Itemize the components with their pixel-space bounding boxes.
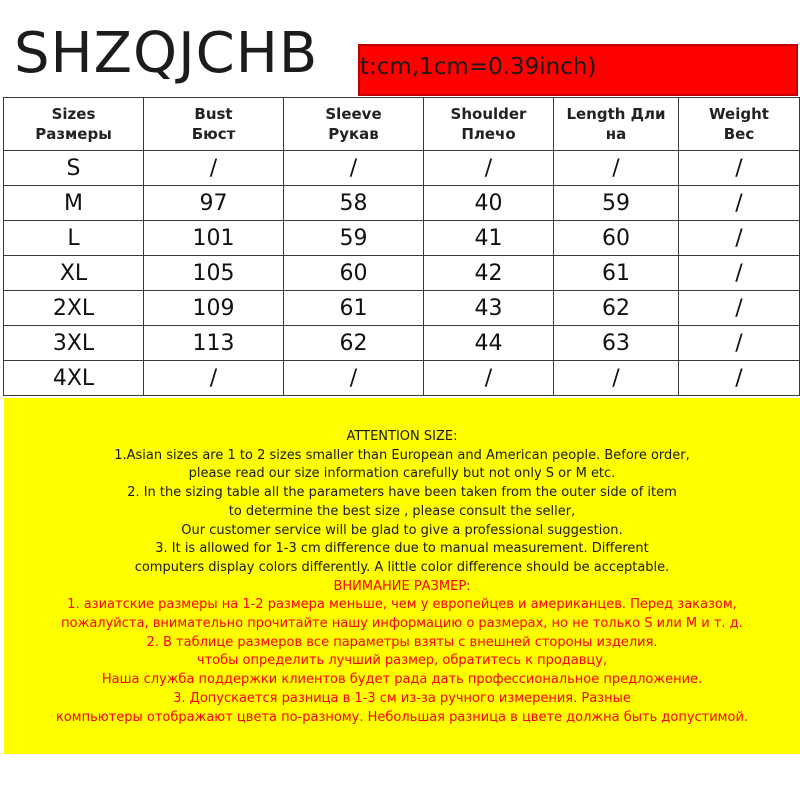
measurement-cell: 62 [284,326,424,361]
measurement-cell: 59 [554,186,679,221]
notice-line-en: Our customer service will be glad to give a professional suggestion. [181,522,623,538]
measurement-cell: 113 [144,326,284,361]
header-line: Bust [194,105,233,123]
notice-line-ru: 3. Допускается разница в 1-3 см из-за ручного измерения. Разные [173,690,631,706]
notice-line-ru: 1. азиатские размеры на 1-2 размера меньше, чем у европейцев и американцев. Перед заказом, [67,597,737,613]
size-table [3,97,800,396]
measurement-cell: / [679,291,800,326]
header-shoulder [424,98,554,151]
notice-line-ru: Наша служба поддержки клиентов будет рада дать профессиональное предложение. [101,672,703,688]
header-line: Sizes [51,105,96,123]
measurement-cell: / [554,361,679,396]
header-weight [679,98,800,151]
table-row [4,221,800,256]
measurement-cell: 43 [424,291,554,326]
measurement-cell: / [679,221,800,256]
notice-line-ru: ВНИМАНИЕ РАЗМЕР: [333,578,471,594]
table-row [4,256,800,291]
measurement-cell: 60 [554,221,679,256]
notice-line-ru: 2. В таблице размеров все параметры взяты с внешней стороны изделия. [146,634,658,650]
notice-line-en: 3. It is allowed for 1-3 cm difference due to manual measurement. Different [155,541,649,557]
header-line: Размеры [35,125,112,143]
notice-line-en: 2. In the sizing table all the parameters have been taken from the outer side of item [127,485,677,501]
measurement-cell: / [144,361,284,396]
measurement-cell: 58 [284,186,424,221]
table-row [4,361,800,396]
notice-line-en: please read our size information carefully but not only S or M etc. [188,466,616,482]
measurement-cell: / [424,151,554,186]
notice-line-ru: пожалуйста, внимательно прочитайте нашу информацию о размерах, но не только S или M и т. д. [61,616,743,632]
measurement-cell: 40 [424,186,554,221]
notice-line-en: to determine the best size , please consult the seller, [228,503,576,519]
size-notice [4,398,800,754]
measurement-cell: / [679,256,800,291]
notice-line-ru: компьютеры отображают цвета по-разному. Небольшая разница в цвете должна быть допустимой. [55,709,749,725]
header-line: Length Дли [566,105,666,123]
table-row [4,151,800,186]
header-line: Shoulder [450,105,527,123]
notice-line-en: ATTENTION SIZE: [346,429,458,444]
table-body [4,151,800,396]
header-bust [144,98,284,151]
measurement-cell: / [424,361,554,396]
size-label-cell: XL [4,256,144,291]
header-line: Sleeve [325,105,382,123]
measurement-cell: / [679,151,800,186]
measurement-cell: 42 [424,256,554,291]
measurement-cell: / [554,151,679,186]
measurement-cell: 59 [284,221,424,256]
header-sleeve [284,98,424,151]
measurement-cell: 61 [554,256,679,291]
table-row [4,291,800,326]
measurement-cell: 97 [144,186,284,221]
table-row [4,186,800,221]
measurement-cell: 44 [424,326,554,361]
measurement-cell: 101 [144,221,284,256]
measurement-cell: 105 [144,256,284,291]
size-label-cell: S [4,151,144,186]
header-length [554,98,679,151]
size-label-cell: 2XL [4,291,144,326]
size-label-cell: L [4,221,144,256]
notice-text [4,428,800,727]
measurement-cell: / [679,326,800,361]
notice-line-ru: чтобы определить лучший размер, обратитесь к продавцу, [196,653,608,669]
measurement-cell: / [679,361,800,396]
measurement-cell: 62 [554,291,679,326]
measurement-cell: 63 [554,326,679,361]
header-line: на [605,125,627,143]
measurement-cell: 60 [284,256,424,291]
notice-line-en: computers display colors differently. A little color difference should be acceptable. [134,559,670,575]
size-label-cell: M [4,186,144,221]
measurement-cell: 41 [424,221,554,256]
measurement-cell: 109 [144,291,284,326]
measurement-cell: / [679,186,800,221]
brand-logo [12,14,354,92]
header-line: Плечо [461,125,516,143]
unit-text: t:cm,1cm=0.39inch) [360,54,597,80]
size-label-cell: 3XL [4,326,144,361]
header-line: Рукав [328,125,379,143]
notice-line-en: 1.Asian sizes are 1 to 2 sizes smaller than European and American people. Before order, [114,447,690,463]
measurement-cell: / [144,151,284,186]
header-sizes [4,98,144,151]
header-line: Вес [723,125,755,143]
unit-banner [358,44,798,96]
measurement-cell: 61 [284,291,424,326]
table-header-row [4,98,800,151]
table-row [4,326,800,361]
header-line: Weight [709,105,769,123]
measurement-cell: / [284,361,424,396]
brand-logo-text: SHZQJCHB [14,21,319,86]
measurement-cell: / [284,151,424,186]
header-line: Бюст [191,125,236,143]
size-label-cell: 4XL [4,361,144,396]
